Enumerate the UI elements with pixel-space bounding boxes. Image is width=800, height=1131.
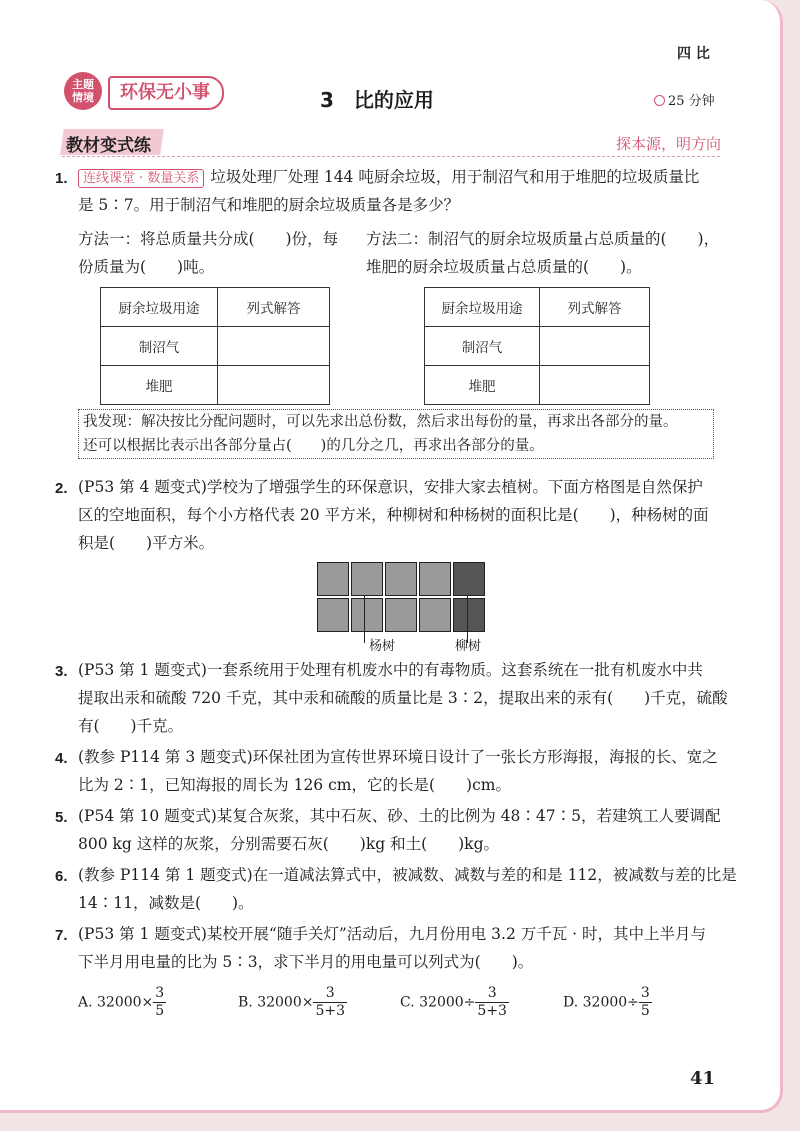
discovery-line1: 我发现：解决按比分配问题时，可以先求出总份数，然后求出每份的量，再求出各部分的量。 [83, 414, 678, 430]
grid-cell-poplar [317, 598, 349, 632]
q7-number: 7. [55, 927, 68, 944]
page-number: 41 [690, 1068, 716, 1089]
option-label: A. [78, 994, 93, 1011]
table-header: 列式解答 [218, 288, 330, 327]
option-expr: 32000÷ [582, 994, 639, 1011]
denominator: 5 [640, 1003, 650, 1019]
q7-line2: 下半月用电量的比为 5∶3，求下半月的用电量可以列式为( )。 [78, 953, 534, 971]
q2-line2: 区的空地面积，每个小方格代表 20 平方米，种柳树和种杨树的面积比是( )，种杨树的面 [78, 506, 709, 524]
numerator: 3 [640, 985, 650, 1001]
discovery-line2: 还可以根据比表示出各部分量占( )的几分之几，再求出各部分的量。 [83, 438, 544, 454]
grid-cell-poplar [419, 598, 451, 632]
table-header: 厨余垃圾用途 [425, 288, 540, 327]
grid-cell-poplar [419, 562, 451, 596]
q1-line1 [78, 167, 699, 188]
answer-cell[interactable] [540, 327, 650, 366]
numerator: 3 [313, 985, 347, 1003]
grid-cell-willow [453, 562, 485, 596]
lesson-title: 3 比的应用 [320, 88, 434, 112]
grid-cell-poplar [385, 598, 417, 632]
q4-line2: 比为 2∶1，已知海报的周长为 126 cm，它的长是( )cm。 [78, 776, 511, 794]
theme-badge: 主题情境 [64, 72, 102, 110]
grid-cell-poplar [317, 562, 349, 596]
answer-cell[interactable] [540, 366, 650, 405]
q6-line1: (教参 P114 第 1 题变式)在一道减法算式中，被减数、减数与差的和是 112，被减数与差的比是 [78, 866, 737, 884]
clock-icon [654, 95, 665, 106]
q1-text1: 垃圾处理厂处理 144 吨厨余垃圾，用于制沼气和用于堆肥的垃圾质量比 [210, 168, 700, 186]
section-divider [62, 156, 720, 157]
denominator: 5 [155, 1003, 165, 1019]
answer-cell[interactable] [218, 366, 330, 405]
option-label: B. [238, 994, 253, 1011]
label-willow: 柳树 [455, 639, 482, 654]
option-label: D. [563, 994, 579, 1011]
label-poplar: 杨树 [369, 639, 396, 654]
q6-line2: 14∶11，减数是( )。 [78, 894, 254, 912]
option-expr: 32000× [257, 994, 314, 1011]
numerator: 3 [155, 985, 165, 1001]
numerator: 3 [475, 985, 509, 1003]
q7-option-a[interactable] [78, 985, 166, 1020]
grid-cell-poplar [385, 562, 417, 596]
denominator: 5+3 [477, 1003, 507, 1019]
fraction [153, 985, 166, 1020]
q7-option-c[interactable] [400, 985, 509, 1020]
grid-cell-willow [453, 598, 485, 632]
q1-tag: 连线课堂 · 数量关系 [78, 169, 204, 188]
q3-line3: 有( )千克。 [78, 717, 184, 735]
denominator: 5+3 [315, 1003, 346, 1019]
grid-cell-poplar [351, 562, 383, 596]
q1-method1-line2: 份质量为( )吨。 [78, 258, 215, 276]
q2-line1: (P53 第 4 题变式)学校为了增强学生的环保意识，安排大家去植树。下面方格图是自然保护 [78, 478, 703, 496]
q3-number: 3. [55, 663, 68, 680]
option-expr: 32000× [97, 994, 154, 1011]
time-text: 25 分钟 [668, 94, 715, 109]
q5-line2: 800 kg 这样的灰浆，分别需要石灰( )kg 和土( )kg。 [78, 835, 499, 853]
chapter-label: 四 比 [677, 46, 710, 62]
q3-line2: 提取出汞和硫酸 720 千克，其中汞和硫酸的质量比是 3∶2，提取出来的汞有( )千克，硫酸 [78, 689, 728, 707]
q1-line2: 是 5∶7。用于制沼气和堆肥的厨余垃圾质量各是多少？ [78, 196, 460, 214]
q1-number: 1. [55, 170, 68, 187]
q1-table-left [100, 287, 330, 405]
q2-number: 2. [55, 480, 68, 497]
q1-table-right [424, 287, 650, 405]
q4-number: 4. [55, 750, 68, 767]
fraction [313, 985, 347, 1020]
table-row-label: 制沼气 [425, 327, 540, 366]
table-header: 列式解答 [540, 288, 650, 327]
table-row-label: 制沼气 [101, 327, 218, 366]
poplar-pointer [364, 595, 365, 643]
grid-cell-poplar [351, 598, 383, 632]
section-subtitle: 探本源，明方向 [616, 135, 722, 153]
q5-number: 5. [55, 809, 68, 826]
q5-line1: (P54 第 10 题变式)某复合灰浆，其中石灰、砂、土的比例为 48∶47∶5，若建筑工人要调配 [78, 807, 721, 825]
q1-method1-line1: 方法一：将总质量共分成( )份，每 [78, 230, 339, 248]
time-indicator [654, 90, 715, 109]
section-title: 教材变式练 [66, 136, 151, 156]
table-row-label: 堆肥 [101, 366, 218, 405]
q4-line1: (教参 P114 第 3 题变式)环保社团为宣传世界环境日设计了一张长方形海报，海报的长、宽之 [78, 748, 718, 766]
option-expr: 32000÷ [419, 994, 476, 1011]
answer-cell[interactable] [218, 327, 330, 366]
fraction [475, 985, 509, 1020]
q7-option-d[interactable] [563, 985, 652, 1020]
q7-option-b[interactable] [238, 985, 347, 1020]
area-grid [317, 562, 489, 632]
theme-title: 环保无小事 [108, 76, 224, 110]
q6-number: 6. [55, 868, 68, 885]
fraction [639, 985, 652, 1020]
q1-method2-line2: 堆肥的厨余垃圾质量占总质量的( )。 [366, 258, 642, 276]
option-label: C. [400, 994, 415, 1011]
table-row-label: 堆肥 [425, 366, 540, 405]
table-header: 厨余垃圾用途 [101, 288, 218, 327]
q2-line3: 积是( )平方米。 [78, 534, 215, 552]
q3-line1: (P53 第 1 题变式)一套系统用于处理有机废水中的有毒物质。这套系统在一批有机废水中共 [78, 661, 703, 679]
q1-method2-line1: 方法二：制沼气的厨余垃圾质量占总质量的( )， [366, 230, 720, 248]
q7-line1: (P53 第 1 题变式)某校开展“随手关灯”活动后，九月份用电 3.2 万千瓦 · 时，其中上半月与 [78, 925, 707, 943]
